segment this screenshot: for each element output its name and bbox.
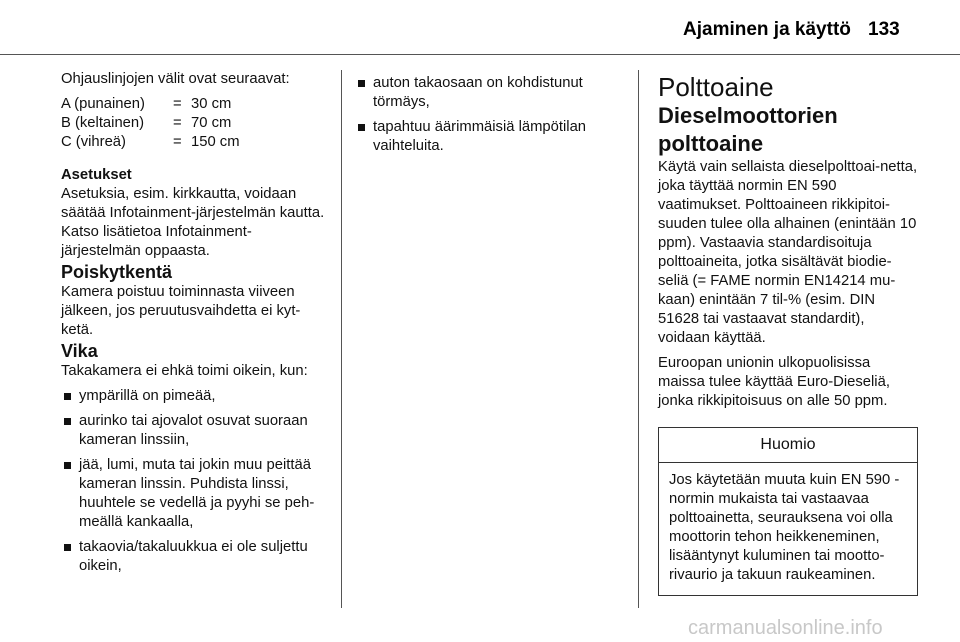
list-item-text: takaovia/takaluukkua ei ole suljettu oikein, <box>79 539 308 574</box>
guide-value: 30 cm <box>191 96 232 112</box>
column-divider-1 <box>341 70 342 608</box>
list-item-text: jää, lumi, muta tai jokin muu peittää kameran linssin. Puhdista linssi, huuhtele se vedellä ja pyyhi se peh-meällä kankaalla, <box>79 457 315 530</box>
guide-equals: = <box>173 115 182 131</box>
fault-text: Takakamera ei ehkä toimi oikein, kun: <box>61 363 308 379</box>
list-item-text: auton takaosaan on kohdistunut törmäys, <box>373 75 583 110</box>
list-item <box>61 387 331 406</box>
deactivation-heading: Poiskytkentä <box>61 262 173 282</box>
fuel-paragraph: Käytä vain sellaista dieselpolttoai-netta, joka täyttää normin EN 590 vaatimukset. Polttoaineen rikkipitoi-suuden tulee olla alhainen (enintään 10 ppm). Vastaavia standardisoituja polttoaineita, jotka sisältävät biodie-seliä (= FAME normin EN14214 mu-kaan) enintään 7 til-% (esim. DIN 51628 tai vastaavat standardit), voidaan käyttää. <box>658 159 918 346</box>
guide-row <box>61 114 331 133</box>
list-item-text: tapahtuu äärimmäisiä lämpötilan vaihteluita. <box>373 119 587 154</box>
list-item <box>355 74 627 112</box>
bullet-square-icon <box>64 544 71 551</box>
subsection-heading: Dieselmoottorien polttoaine <box>658 103 838 156</box>
header-divider <box>0 54 960 55</box>
list-item-text: aurinko tai ajovalot osuvat suoraan kameran linssiin, <box>79 413 308 448</box>
bullet-square-icon <box>64 393 71 400</box>
settings-heading: Asetukset <box>61 167 132 183</box>
list-item <box>61 456 331 532</box>
list-item <box>355 118 627 156</box>
list-item <box>61 538 331 576</box>
guide-term: B (keltainen) <box>61 115 145 131</box>
list-item-text: ympärillä on pimeää, <box>79 388 216 404</box>
bullet-square-icon <box>64 418 71 425</box>
column-left <box>61 70 331 582</box>
guide-equals: = <box>173 134 182 150</box>
caution-text: Jos käytetään muuta kuin EN 590 -normin mukaista tai vastaavaa polttoainetta, seurauksena voi olla moottorin tehon heikkeneminen, lisääntynyt kuluminen tai mootto-rivaurio ja takuun raukeaminen. <box>669 472 900 583</box>
column-divider-2 <box>638 70 639 608</box>
guide-equals: = <box>173 96 182 112</box>
bullet-square-icon <box>358 80 365 87</box>
guides-intro: Ohjauslinjojen välit ovat seuraavat: <box>61 71 290 87</box>
list-item <box>61 412 331 450</box>
guide-term: C (vihreä) <box>61 134 126 150</box>
bullet-square-icon <box>64 462 71 469</box>
watermark: carmanualsonline.info <box>688 617 883 639</box>
fault-list <box>61 387 331 576</box>
column-middle <box>355 74 627 162</box>
section-heading: Polttoaine <box>658 72 774 102</box>
guide-distances <box>61 95 331 152</box>
guide-term: A (punainen) <box>61 96 145 112</box>
caution-heading: Huomio <box>659 428 917 463</box>
page-header <box>0 0 960 54</box>
settings-text: Asetuksia, esim. kirkkautta, voidaan säätää Infotainment-järjestelmän kautta. Katso lisätietoa Infotainment-järjestelmän oppaasta. <box>61 186 325 259</box>
fault-heading: Vika <box>61 341 98 361</box>
section-title: Ajaminen ja käyttö <box>683 19 851 40</box>
page-number: 133 <box>868 19 900 40</box>
guide-row <box>61 133 331 152</box>
guide-row <box>61 95 331 114</box>
column-right <box>658 72 920 596</box>
guide-value: 70 cm <box>191 115 232 131</box>
fuel-paragraph-non-eu: Euroopan unionin ulkopuolisissa maissa tulee käyttää Euro-Dieseliä, jonka rikkipitoisuus on alle 50 ppm. <box>658 355 890 409</box>
fault-list-continued <box>355 74 627 156</box>
deactivation-text: Kamera poistuu toiminnasta viiveen jälkeen, jos peruutusvaihdetta ei kyt-ketä. <box>61 284 301 338</box>
bullet-square-icon <box>358 124 365 131</box>
guide-value: 150 cm <box>191 134 240 150</box>
caution-box <box>658 427 918 596</box>
